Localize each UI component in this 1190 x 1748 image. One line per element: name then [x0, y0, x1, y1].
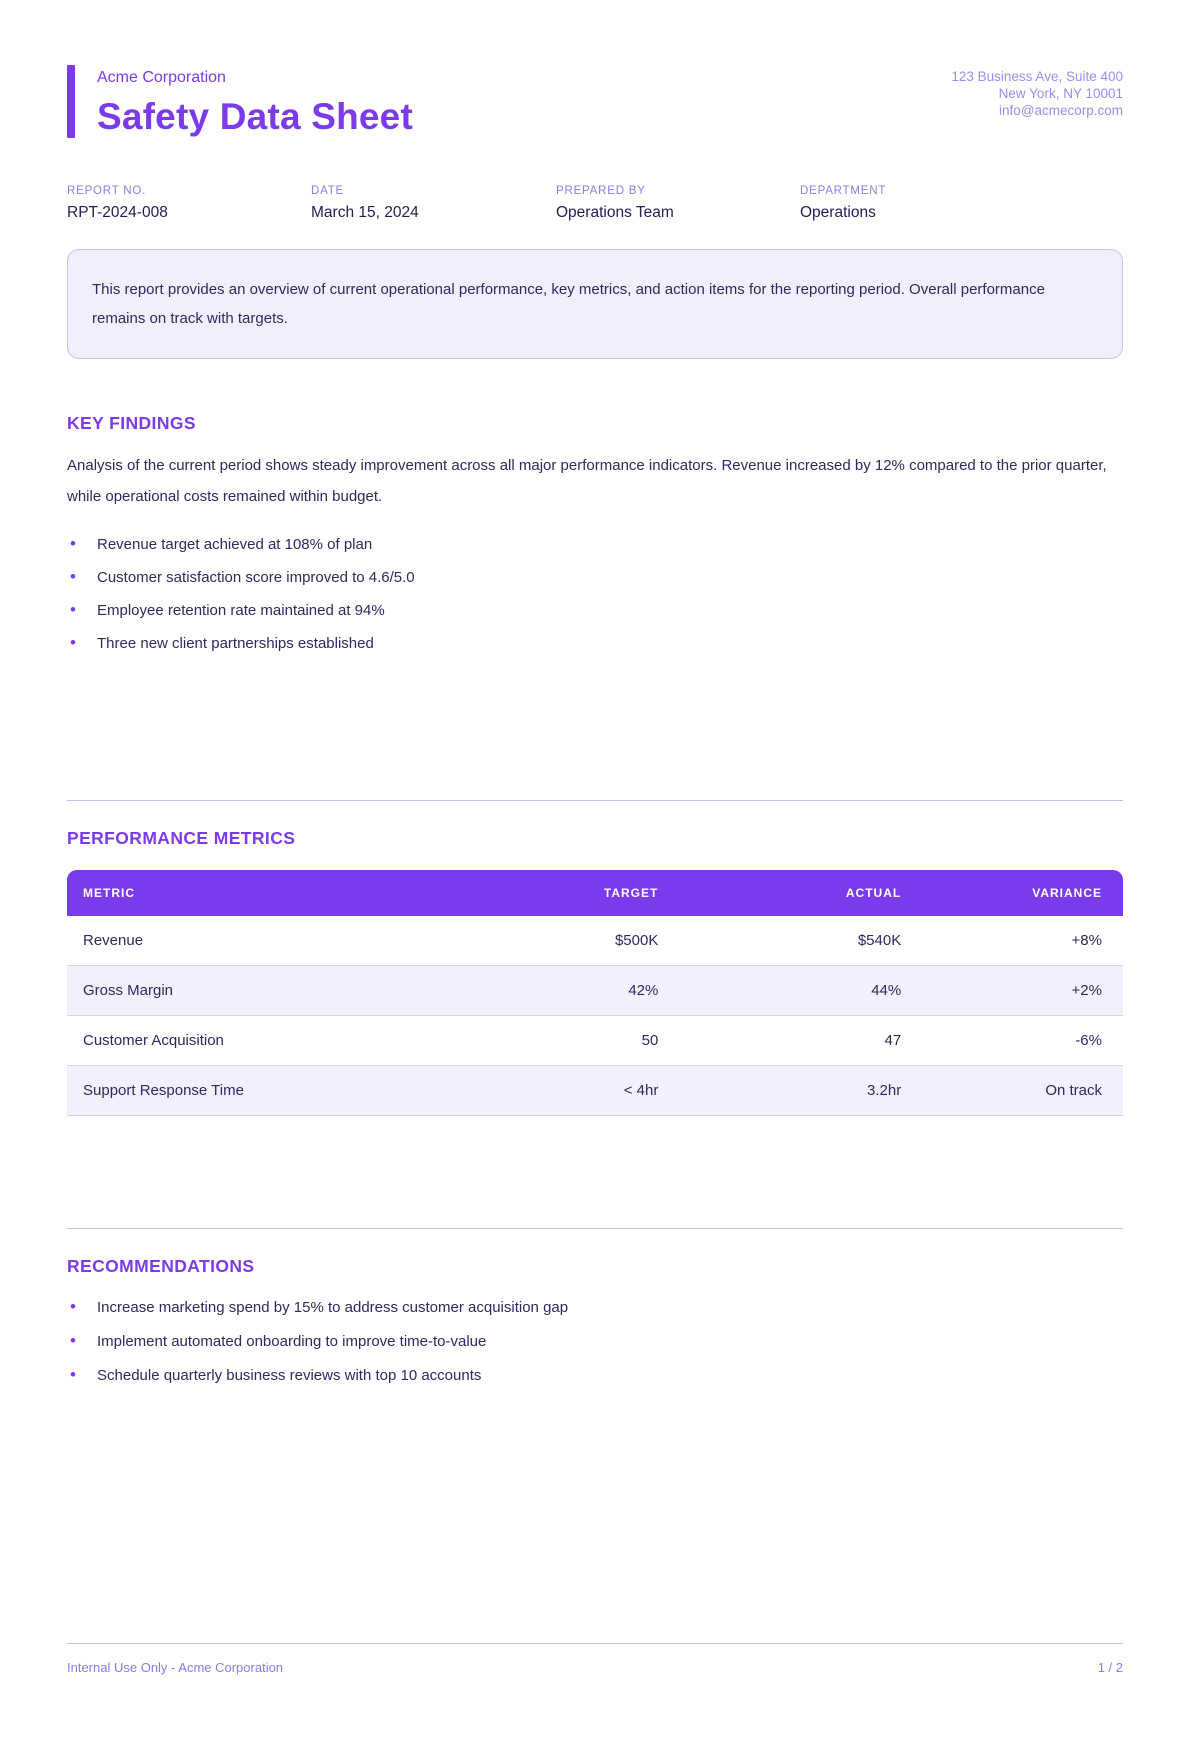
list-item: • Implement automated onboarding to improve time-to-value	[67, 1332, 1123, 1352]
meta-label: PREPARED BY	[556, 185, 646, 197]
cell-variance: +2%	[901, 966, 1123, 1016]
page-header	[67, 65, 1123, 138]
list-item: • Revenue target achieved at 108% of plan	[67, 535, 1123, 555]
meta-value: Operations	[800, 204, 876, 221]
cell-target: < 4hr	[489, 1066, 658, 1116]
column-header-actual: ACTUAL	[658, 870, 901, 916]
meta-department	[800, 185, 1123, 222]
table-row	[67, 1066, 1123, 1116]
section-divider	[67, 800, 1123, 801]
page-title: Safety Data Sheet	[97, 96, 413, 137]
cell-metric: Customer Acquisition	[67, 1016, 489, 1066]
report-page	[0, 65, 1190, 1386]
key-findings-paragraph: Analysis of the current period shows steady improvement across all major performance indicators. Revenue increased by 12% compared to the prior quarter, while operational costs remained within budget.	[67, 457, 1107, 505]
meta-report-no	[67, 185, 311, 222]
cell-actual: 47	[658, 1016, 901, 1066]
column-header-metric: METRIC	[67, 870, 489, 916]
list-item: • Employee retention rate maintained at 94%	[67, 601, 1123, 621]
table-row	[67, 966, 1123, 1016]
key-findings-heading: KEY FINDINGS	[67, 413, 196, 433]
page-footer	[67, 1643, 1123, 1675]
cell-variance: On track	[901, 1066, 1123, 1116]
cell-actual: $540K	[658, 916, 901, 966]
cell-variance: -6%	[901, 1016, 1123, 1066]
meta-label: DEPARTMENT	[800, 185, 887, 197]
cell-metric: Gross Margin	[67, 966, 489, 1016]
brand-accent-bar	[67, 65, 75, 138]
performance-metrics-heading: PERFORMANCE METRICS	[67, 828, 296, 848]
list-item: • Schedule quarterly business reviews with top 10 accounts	[67, 1366, 1123, 1386]
page-number: 1 / 2	[1097, 1660, 1123, 1675]
table-header-row	[67, 870, 1123, 916]
meta-date	[311, 185, 556, 222]
cell-target: 50	[489, 1016, 658, 1066]
company-address	[951, 65, 1123, 119]
list-item: • Three new client partnerships established	[67, 634, 1123, 654]
column-header-variance: VARIANCE	[901, 870, 1123, 916]
table-row	[67, 916, 1123, 966]
cell-metric: Revenue	[67, 916, 489, 966]
address-line: 123 Business Ave, Suite 400	[951, 69, 1123, 84]
cell-variance: +8%	[901, 916, 1123, 966]
column-header-target: TARGET	[489, 870, 658, 916]
cell-actual: 44%	[658, 966, 901, 1016]
key-findings-list	[67, 535, 1123, 654]
report-meta	[67, 185, 1123, 222]
cell-actual: 3.2hr	[658, 1066, 901, 1116]
cell-metric: Support Response Time	[67, 1066, 489, 1116]
recommendations-heading: RECOMMENDATIONS	[67, 1256, 255, 1276]
section-divider	[67, 1228, 1123, 1229]
list-item: • Increase marketing spend by 15% to address customer acquisition gap	[67, 1298, 1123, 1318]
meta-value: RPT-2024-008	[67, 204, 168, 221]
list-item: • Customer satisfaction score improved to 4.6/5.0	[67, 568, 1123, 588]
brand-text	[97, 65, 413, 138]
performance-metrics-table	[67, 870, 1123, 1116]
summary-callout: This report provides an overview of current operational performance, key metrics, and action items for the reporting period. Overall performance remains on track with targets.	[67, 249, 1123, 359]
cell-target: $500K	[489, 916, 658, 966]
address-line: info@acmecorp.com	[999, 103, 1123, 118]
company-name: Acme Corporation	[97, 69, 226, 86]
brand-block	[67, 65, 413, 138]
table-row	[67, 1016, 1123, 1066]
footer-classification: Internal Use Only - Acme Corporation	[67, 1660, 284, 1675]
meta-value: March 15, 2024	[311, 204, 419, 221]
meta-prepared-by	[556, 185, 800, 222]
cell-target: 42%	[489, 966, 658, 1016]
meta-value: Operations Team	[556, 204, 674, 221]
recommendations-list	[67, 1298, 1123, 1386]
meta-label: REPORT NO.	[67, 185, 147, 197]
meta-label: DATE	[311, 185, 345, 197]
address-line: New York, NY 10001	[998, 86, 1123, 101]
